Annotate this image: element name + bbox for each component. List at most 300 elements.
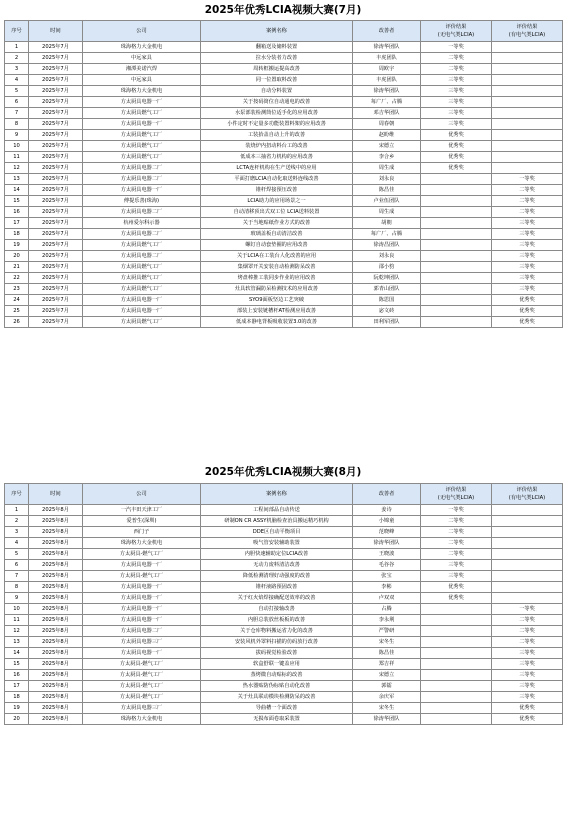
cell-result-non-electric [421,703,492,714]
cell-company: 方太厨具燃气工厂 [83,152,201,163]
table-row [5,604,563,615]
cell-case-name: 关于当地贴纸作业方式的改善 [201,218,353,229]
table-row [5,582,563,593]
cell-improver: 陈昌佳 [353,185,421,196]
cell-improver: 王晓波 [353,549,421,560]
cell-case-name: 自动打接轴改善 [201,604,353,615]
cell-index: 5 [5,86,29,97]
cell-result-electric [492,571,563,582]
cell-improver: 严警研 [353,626,421,637]
cell-result-non-electric: 二等奖 [421,538,492,549]
cell-case-name: 软盒舒联一键盖应用 [201,659,353,670]
cell-index: 16 [5,670,29,681]
cell-index: 10 [5,141,29,152]
cell-index: 9 [5,130,29,141]
cell-company: 方太厨具电器一厂 [83,306,201,317]
table-row [5,86,563,97]
table-row [5,141,563,152]
cell-company: 方太厨具燃气工厂 [83,130,201,141]
cell-company: 方太厨具燃气工厂 [83,141,201,152]
cell-index: 13 [5,174,29,185]
cell-index: 25 [5,306,29,317]
cell-result-electric: 三等奖 [492,273,563,284]
cell-case-name: 同一位置取料改善 [201,75,353,86]
cell-date: 2025年7月 [29,295,83,306]
cell-result-non-electric: 优秀奖 [421,582,492,593]
cell-case-name: 研制ON CR ASSY机脑检查治具搬运精巧机构 [201,516,353,527]
header-col-company: 公司 [83,21,201,42]
cell-date: 2025年7月 [29,240,83,251]
cell-result-non-electric: 三等奖 [421,97,492,108]
table-row [5,53,563,64]
cell-improver: 刘永良 [353,174,421,185]
table-row [5,152,563,163]
cell-result-electric [492,97,563,108]
cell-company: 方太厨具-燃气工厂 [83,670,201,681]
cell-date: 2025年7月 [29,218,83,229]
cell-date: 2025年7月 [29,86,83,97]
cell-improver: 徐涛华团队 [353,538,421,549]
cell-result-non-electric: 一等奖 [421,42,492,53]
header-col-improver: 改善者 [353,484,421,505]
cell-index: 18 [5,692,29,703]
cell-result-non-electric [421,240,492,251]
cell-improver: 宓文砖 [353,306,421,317]
cell-case-name: 降低检测清理好动强度的改善 [201,571,353,582]
cell-result-non-electric: 三等奖 [421,119,492,130]
cell-date: 2025年7月 [29,163,83,174]
cell-company: 珠海格力大金机电 [83,42,201,53]
cell-index: 12 [5,163,29,174]
cell-result-electric: 二等奖 [492,626,563,637]
cell-company: 珠海格力大金机电 [83,86,201,97]
cell-result-electric: 三等奖 [492,681,563,692]
cell-improver: 邓吉华团队 [353,108,421,119]
cell-case-name: 装烧炉内扭动料台工的改善 [201,141,353,152]
cell-company: 方太厨具电器一厂 [83,295,201,306]
table-row [5,626,563,637]
cell-case-name: 内胆总装放丝板板的改善 [201,615,353,626]
cell-date: 2025年7月 [29,75,83,86]
cell-index: 4 [5,538,29,549]
cell-result-electric: 三等奖 [492,218,563,229]
cell-date: 2025年7月 [29,42,83,53]
cell-result-non-electric [421,648,492,659]
table-title-august: 2025年优秀LCIA视频大赛(8月) [204,466,362,478]
cell-improver: 张宝 [353,571,421,582]
cell-index: 23 [5,284,29,295]
cell-result-non-electric [421,306,492,317]
cell-result-electric [492,560,563,571]
cell-company: 方太厨具电器二厂 [83,207,201,218]
cell-index: 6 [5,560,29,571]
cell-company: 西门子 [83,527,201,538]
table-row [5,42,563,53]
cell-result-electric [492,130,563,141]
cell-result-non-electric: 三等奖 [421,560,492,571]
cell-company: 方太厨具-燃气工厂 [83,692,201,703]
table-row [5,262,563,273]
cell-result-non-electric: 二等奖 [421,527,492,538]
cell-result-non-electric: 二等奖 [421,64,492,75]
cell-company: 方太厨具-燃气工厂 [83,571,201,582]
cell-index: 18 [5,229,29,240]
cell-result-electric [492,75,563,86]
cell-result-electric: 三等奖 [492,284,563,295]
header-col-improver: 改善者 [353,21,421,42]
cell-improver: 宋冬生 [353,637,421,648]
cell-index: 19 [5,703,29,714]
cell-case-name: 烤盘棒推工装同步作业的应用改善 [201,273,353,284]
table-row [5,538,563,549]
cell-result-non-electric: 优秀奖 [421,141,492,152]
cell-improver: 周生成 [353,163,421,174]
cell-index: 15 [5,196,29,207]
cell-improver: 宋德立 [353,670,421,681]
cell-company: 方太厨具电器一厂 [83,615,201,626]
cell-index: 2 [5,516,29,527]
cell-result-electric: 三等奖 [492,251,563,262]
table-row [5,97,563,108]
cell-improver: 阮乾坤团队 [353,273,421,284]
table-row [5,637,563,648]
cell-result-electric: 三等奖 [492,262,563,273]
cell-result-electric: 优秀奖 [492,703,563,714]
cell-date: 2025年7月 [29,64,83,75]
cell-result-non-electric [421,692,492,703]
table-header-row [5,21,563,42]
cell-improver: 范晓峰 [353,527,421,538]
cell-company: 方太厨具电器二厂 [83,626,201,637]
cell-case-name: SYO9面板坚边工艺突破 [201,295,353,306]
table-row [5,273,563,284]
header-col-result-non-electric: 评价结果 (无电气类LCIA) [421,21,492,42]
cell-case-name: 部装上安装链槽杆AT检测应用改善 [201,306,353,317]
cell-company: 爱普生(深圳) [83,516,201,527]
cell-result-non-electric [421,196,492,207]
cell-result-electric: 三等奖 [492,692,563,703]
cell-case-name: LCIA助力的应用场景之一 [201,196,353,207]
cell-company: 方太厨具电器一厂 [83,593,201,604]
cell-index: 10 [5,604,29,615]
table-row [5,306,563,317]
lcia-table-july [4,20,563,328]
cell-date: 2025年8月 [29,538,83,549]
cell-improver: 周欧宇 [353,64,421,75]
cell-company: 方太厨具电器二厂 [83,163,201,174]
cell-result-non-electric [421,218,492,229]
cell-company: 方太厨具燃气工厂 [83,262,201,273]
cell-date: 2025年7月 [29,174,83,185]
cell-index: 19 [5,240,29,251]
cell-company: 傅提乐善(珠海) [83,196,201,207]
table-row [5,196,563,207]
cell-improver: 占腾 [353,604,421,615]
cell-date: 2025年8月 [29,626,83,637]
cell-date: 2025年8月 [29,505,83,516]
cell-company: 方太厨具电器一厂 [83,97,201,108]
cell-improver: 卢双双 [353,593,421,604]
cell-date: 2025年7月 [29,251,83,262]
cell-result-non-electric [421,262,492,273]
cell-date: 2025年8月 [29,593,83,604]
table-row [5,648,563,659]
cell-date: 2025年7月 [29,53,83,64]
header-col-index: 序号 [5,484,29,505]
cell-improver: 郭青山团队 [353,284,421,295]
cell-improver: 李合乡 [353,152,421,163]
cell-index: 15 [5,659,29,670]
cell-improver: 郭镭 [353,681,421,692]
cell-result-electric: 二等奖 [492,615,563,626]
cell-case-name: 低成本静电背板吸收装置3.0的改善 [201,317,353,328]
cell-date: 2025年7月 [29,317,83,328]
cell-result-electric [492,527,563,538]
table-row [5,615,563,626]
cell-improver: 陈昌佳 [353,648,421,659]
cell-case-name: 水泵部装检测筒位适手化的应用改善 [201,108,353,119]
cell-improver: 宋德立 [353,141,421,152]
header-col-result-electric: 评价结果 (有电气类LCIA) [492,484,563,505]
table-row [5,571,563,582]
cell-result-electric: 三等奖 [492,670,563,681]
header-col-index: 序号 [5,21,29,42]
cell-company: 方太厨具-燃气工厂 [83,549,201,560]
table-row [5,207,563,218]
cell-case-name: 翻箱送及储料装置 [201,42,353,53]
cell-improver: 丰虎团队 [353,75,421,86]
table-row [5,174,563,185]
cell-company: 湘潭美诺汽焊 [83,64,201,75]
cell-result-non-electric: 优秀奖 [421,130,492,141]
table-title-july: 2025年优秀LCIA视频大赛(7月) [204,4,362,16]
cell-index: 20 [5,251,29,262]
cell-case-name: 螺钉自动套垫圈的应用改善 [201,240,353,251]
table-row [5,593,563,604]
cell-case-name: 玻璃盖板自动清洁改善 [201,229,353,240]
cell-index: 9 [5,593,29,604]
cell-case-name: 周转框搬运提高改善 [201,64,353,75]
header-col-result-non-electric: 评价结果 (无电气类LCIA) [421,484,492,505]
cell-improver: 每广厂、占腾 [353,97,421,108]
cell-date: 2025年7月 [29,119,83,130]
cell-case-name: 拉水分装者力改善 [201,53,353,64]
cell-improver: 姜诗 [353,505,421,516]
cell-index: 8 [5,119,29,130]
cell-index: 11 [5,152,29,163]
cell-improver: 徐涛华团队 [353,86,421,97]
cell-result-non-electric [421,229,492,240]
cell-case-name: 无损布面卷取采装置 [201,714,353,725]
cell-index: 14 [5,185,29,196]
cell-result-non-electric [421,284,492,295]
cell-index: 1 [5,505,29,516]
cell-company: 中远家具 [83,53,201,64]
cell-result-non-electric: 二等奖 [421,549,492,560]
cell-result-non-electric [421,626,492,637]
cell-improver: 陈思国 [353,295,421,306]
cell-result-non-electric: 三等奖 [421,108,492,119]
cell-company: 方太厨具电器一厂 [83,185,201,196]
cell-case-name: 导曲槽一个面改善 [201,703,353,714]
cell-company: 方太厨具燃气工厂 [83,240,201,251]
cell-result-non-electric [421,604,492,615]
cell-company: 杭州爱尔科示器 [83,218,201,229]
cell-case-name: 平面打磨LCIA自动化取送料连线改善 [201,174,353,185]
cell-company: 方太厨具电器一厂 [83,604,201,615]
cell-improver: 丰虎团队 [353,53,421,64]
table-row [5,163,563,174]
cell-company: 珠海格力大金机电 [83,538,201,549]
table-row [5,549,563,560]
cell-result-electric [492,593,563,604]
cell-result-electric: 一等奖 [492,604,563,615]
cell-date: 2025年8月 [29,615,83,626]
cell-case-name: LCTA连杆机构在生产送线中的应用 [201,163,353,174]
header-col-case-name: 案例名称 [201,484,353,505]
cell-index: 17 [5,218,29,229]
cell-case-name: 自动清移顶出式双工位 LCIA送料装置 [201,207,353,218]
cell-date: 2025年8月 [29,692,83,703]
cell-case-name: 关于灶具联动模块检测防呆的改善 [201,692,353,703]
cell-date: 2025年7月 [29,196,83,207]
cell-result-electric: 一等奖 [492,174,563,185]
cell-result-non-electric [421,637,492,648]
cell-result-electric [492,505,563,516]
cell-index: 6 [5,97,29,108]
cell-index: 1 [5,42,29,53]
cell-result-non-electric [421,714,492,725]
cell-result-electric: 优秀奖 [492,714,563,725]
cell-case-name: 无动力废料清洁改善 [201,560,353,571]
cell-company: 中远家具 [83,75,201,86]
cell-company: 方太厨具-燃气工厂 [83,681,201,692]
cell-date: 2025年8月 [29,637,83,648]
cell-case-name: 自动分料装置 [201,86,353,97]
cell-improver: 周春朝 [353,119,421,130]
cell-date: 2025年8月 [29,582,83,593]
cell-result-non-electric: 一等奖 [421,505,492,516]
cell-case-name: 集烟罩开关安装自动检测防呆改善 [201,262,353,273]
cell-improver: 徐涛华团队 [353,42,421,53]
cell-result-electric: 优秀奖 [492,317,563,328]
cell-company: 方太厨具电器三厂 [83,637,201,648]
cell-date: 2025年7月 [29,97,83,108]
cell-company: 方太厨具燃气工厂 [83,284,201,295]
header-col-case-name: 案例名称 [201,21,353,42]
cell-date: 2025年8月 [29,714,83,725]
cell-result-non-electric [421,670,492,681]
cell-date: 2025年7月 [29,185,83,196]
cell-result-non-electric: 二等奖 [421,516,492,527]
cell-date: 2025年8月 [29,648,83,659]
table-row [5,560,563,571]
cell-company: 珠海格力大金机电 [83,714,201,725]
cell-case-name: 关于LCIA在工装台人化改善的应用 [201,251,353,262]
table-row [5,218,563,229]
cell-date: 2025年7月 [29,141,83,152]
table-row [5,295,563,306]
cell-case-name: 工程间部品自动传送 [201,505,353,516]
cell-case-name: 内胆快速辅助定位LCIA改善 [201,549,353,560]
cell-result-electric [492,42,563,53]
cell-company: 方太厨具-燃气工厂 [83,659,201,670]
cell-result-electric [492,516,563,527]
cell-index: 7 [5,108,29,119]
cell-result-electric [492,64,563,75]
cell-index: 12 [5,626,29,637]
table-row [5,692,563,703]
cell-result-non-electric [421,659,492,670]
cell-company: 方太厨具电器一厂 [83,119,201,130]
table-row [5,527,563,538]
table-row [5,75,563,86]
cell-result-non-electric [421,207,492,218]
header-col-date: 时间 [29,21,83,42]
cell-result-non-electric: 二等奖 [421,53,492,64]
cell-result-non-electric: 优秀奖 [421,163,492,174]
cell-result-non-electric [421,273,492,284]
cell-index: 17 [5,681,29,692]
table-row [5,185,563,196]
cell-date: 2025年8月 [29,681,83,692]
cell-index: 4 [5,75,29,86]
cell-index: 24 [5,295,29,306]
cell-result-electric [492,582,563,593]
cell-result-electric: 三等奖 [492,229,563,240]
cell-case-name: 关于按码筒位自动通电的改善 [201,97,353,108]
cell-result-electric [492,86,563,97]
cell-company: 方太厨具电器三厂 [83,703,201,714]
cell-index: 20 [5,714,29,725]
cell-result-non-electric [421,681,492,692]
cell-index: 21 [5,262,29,273]
table-row [5,317,563,328]
cell-index: 26 [5,317,29,328]
table-row [5,64,563,75]
cell-result-non-electric: 三等奖 [421,75,492,86]
lcia-table-august [4,483,563,725]
cell-date: 2025年8月 [29,549,83,560]
cell-result-non-electric [421,174,492,185]
cell-improver: 每广厂、占腾 [353,229,421,240]
cell-case-name: 工装抬盖自动上升的改善 [201,130,353,141]
cell-case-name: 拔码视觉检验改善 [201,648,353,659]
cell-improver: 田利军团队 [353,317,421,328]
cell-index: 3 [5,527,29,538]
cell-result-electric: 三等奖 [492,648,563,659]
cell-date: 2025年7月 [29,273,83,284]
cell-case-name: 低成本三抽省力机构的应用改善 [201,152,353,163]
cell-index: 16 [5,207,29,218]
cell-date: 2025年7月 [29,262,83,273]
cell-improver: 邵小豹 [353,262,421,273]
cell-result-electric [492,538,563,549]
cell-company: 一汽丰田天津工厂 [83,505,201,516]
cell-improver: 胡朝 [353,218,421,229]
cell-result-electric: 优秀奖 [492,295,563,306]
cell-improver: 刘永良 [353,251,421,262]
cell-index: 3 [5,64,29,75]
cell-index: 5 [5,549,29,560]
table-row [5,516,563,527]
table-row [5,714,563,725]
table-row [5,240,563,251]
cell-date: 2025年8月 [29,516,83,527]
cell-result-electric [492,152,563,163]
cell-improver: 赵盼维 [353,130,421,141]
cell-date: 2025年7月 [29,229,83,240]
